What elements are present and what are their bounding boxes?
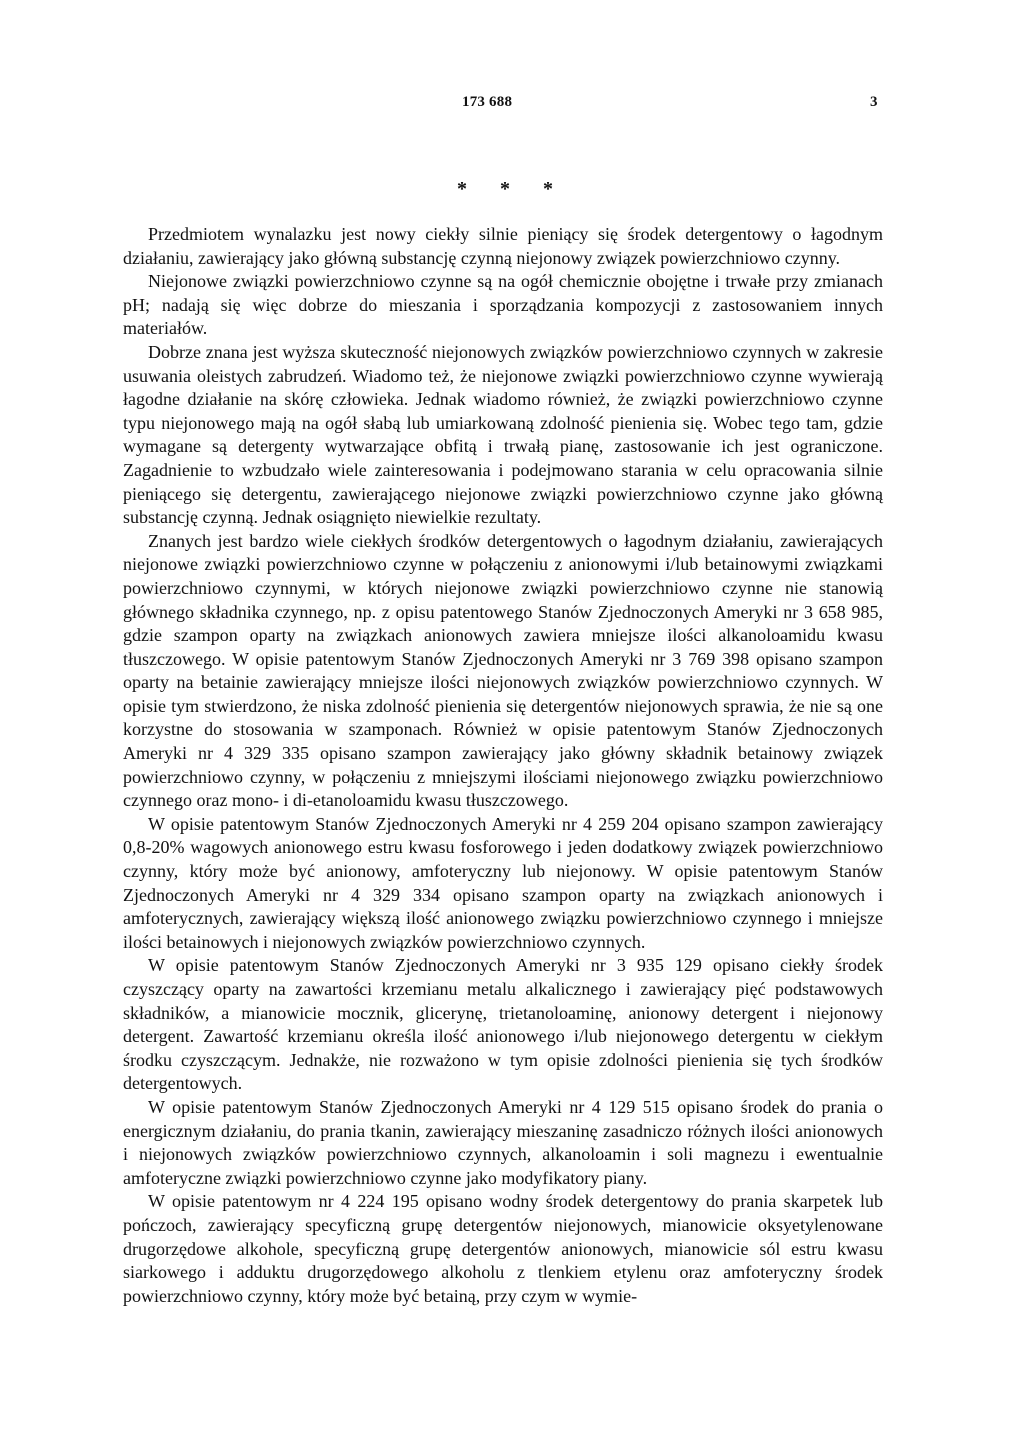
paragraph: Niejonowe związki powierzchniowo czynne są na ogół chemicznie obojętne i trwałe przy zmianach pH; nadają się więc dobrze do mieszania i sporządzania kompozycji z zastosowaniem innych materiałów.	[123, 271, 883, 339]
paragraph: Dobrze znana jest wyższa skuteczność niejonowych związków powierzchniowo czynnych w zakresie usuwania oleistych zabrudzeń. Wiadomo też, że niejonowe związki powierzchniowo czynne wywierają łagodne działanie na skórę człowieka. Jednak wiadomo również, że związki powierzchniowo czynne typu niejonowego mają na ogół słabą lub umiarkowaną zdolność pienienia się. Wobec tego tam, gdzie wymagane są detergenty wytwarzające obfitą i trwałą pianę, zastosowanie ich jest ograniczone. Zagadnienie to wzbudzało wiele zainteresowania i podejmowano starania w celu opracowania silnie pieniącego się detergentu, zawierającego niejonowe związki powierzchniowo czynne jako główną substancję czynną. Jednak osiągnięto niewielkie rezultaty.	[123, 341, 883, 528]
paragraph: Przedmiotem wynalazku jest nowy ciekły silnie pieniący się środek detergentowy o łagodnym działaniu, zawierający jako główną substancję czynną niejonowy związek powierzchniowo czynny.	[123, 224, 883, 268]
section-separator: * * *	[457, 178, 567, 200]
paragraph: W opisie patentowym Stanów Zjednoczonych Ameryki nr 4 129 515 opisano środek do prania o energicznym działaniu, do prania tkanin, zawierający mieszaninę zasadniczo różnych ilości anionowych i niejonowych związków powierzchniowo czynnych, alkanoloamin i soli magnezu i ewentualnie amfoteryczne związki powierzchniowo czynne jako modyfikatory piany.	[123, 1096, 883, 1188]
paragraph: W opisie patentowym Stanów Zjednoczonych Ameryki nr 3 935 129 opisano ciekły środek czyszczący oparty na zawartości krzemianu metalu alkalicznego i zawierający pięć podstawowych składników, a mianowicie mocznik, glicerynę, trietanoloaminę, anionowy detergent i niejonowy detergent. Zawartość krzemianu określa ilość anionowego i/lub niejonowego detergentu w ciekłym środku czyszczącym. Jednakże, nie rozważono w tym opisie zdolności pienienia się tych środków detergentowych.	[123, 955, 883, 1094]
paragraph: W opisie patentowym Stanów Zjednoczonych Ameryki nr 4 259 204 opisano szampon zawierający 0,8-20% wagowych anionowego estru kwasu fosforowego i jeden dodatkowy związek powierzchniowo czynny, który może być anionowy, amfoteryczny lub niejonowy. W opisie patentowym Stanów Zjednoczonych Ameryki nr 4 329 334 opisano szampon oparty na związkach anionowych i amfoterycznych, zawierający większą ilość anionowego związku powierzchniowo czynnego i mniejsze ilości betainowych i niejonowych związków powierzchniowo czynnych.	[123, 813, 883, 952]
page-index: 3	[870, 94, 878, 110]
body-text	[123, 223, 883, 1308]
paragraph: W opisie patentowym nr 4 224 195 opisano wodny środek detergentowy do prania skarpetek lub pończoch, zawierający specyficzną grupę detergentów niejonowych, mianowicie oksyetylenowane drugorzędowe alkohole, specyficzną grupę detergentów anionowych, mianowicie sól estru kwasu siarkowego i adduktu drugorzędowego alkoholu z tlenkiem etylenu oraz amfoteryczny środek powierzchniowo czynny, który może być betainą, przy czym w wymie-	[123, 1191, 883, 1306]
paragraph: Znanych jest bardzo wiele ciekłych środków detergentowych o łagodnym działaniu, zawierających niejonowe związki powierzchniowo czynne w połączeniu z anionowymi i/lub betainowymi związkami powierzchniowo czynnymi, w których niejonowe związki powierzchniowo czynne nie stanowią głównego składnika czynnego, np. z opisu patentowego Stanów Zjednoczonych Ameryki nr 3 658 985, gdzie szampon oparty na związkach anionowych zawiera mniejsze ilości alkanoloamidu kwasu tłuszczowego. W opisie patentowym Stanów Zjednoczonych Ameryki nr 3 769 398 opisano szampon oparty na betainie zawierający mniejsze ilości niejonowych związków powierzchniowo czynnych. W opisie tym stwierdzono, że niska zdolność pienienia się detergentów niejonowych sprawia, że nie są one korzystne do stosowania w szamponach. Również w opisie patentowym Stanów Zjednoczonych Ameryki nr 4 329 335 opisano szampon zawierający jako główny składnik betainowy związek powierzchniowo czynny, w połączeniu z mniejszymi ilościami niejonowego związku powierzchniowo czynnego oraz mono- i di-etanoloamidu kwasu tłuszczowego.	[123, 530, 883, 811]
patent-number: 173 688	[462, 94, 513, 110]
